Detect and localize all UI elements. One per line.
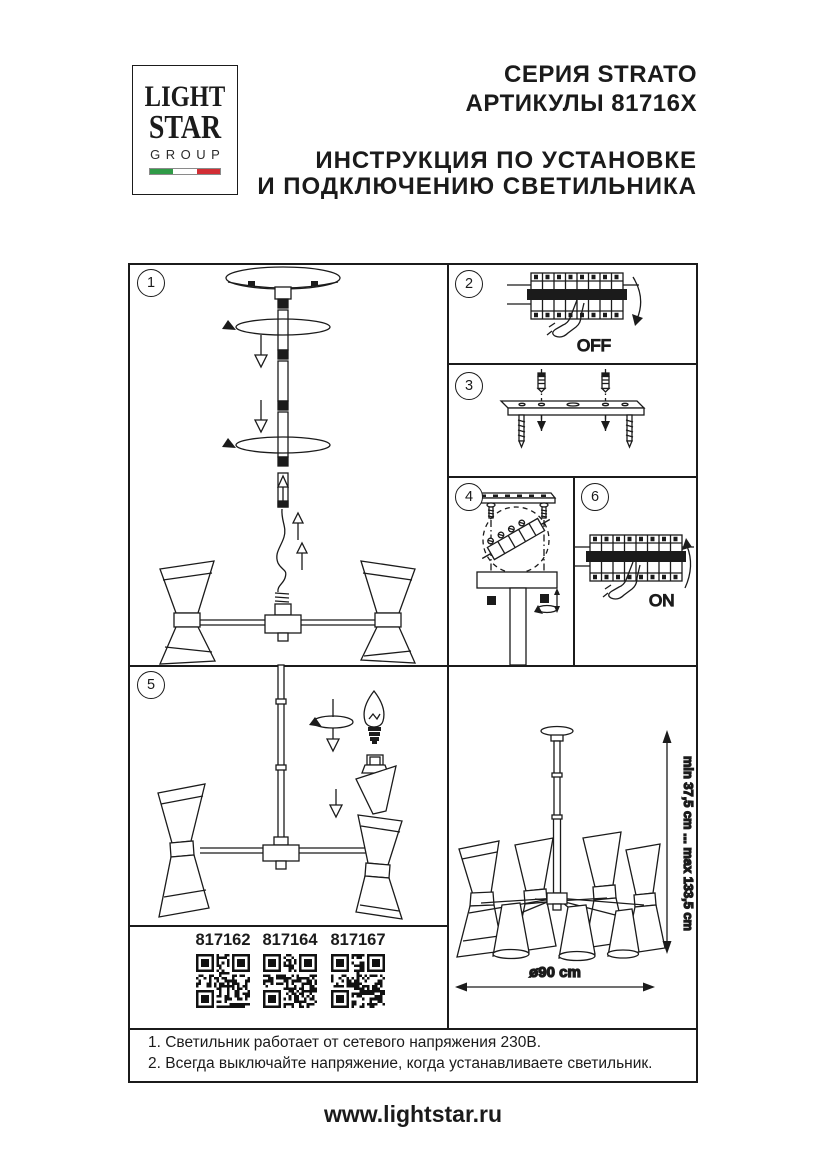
power-cable <box>277 509 286 592</box>
shade-bowtie <box>356 815 402 919</box>
screw-cap <box>487 596 496 605</box>
center-hub <box>547 893 567 904</box>
screw <box>540 503 548 518</box>
candle-bulb <box>364 691 384 744</box>
up-arrow-icon <box>297 543 307 570</box>
panel5-bulb-shade-diagram <box>128 665 447 925</box>
qr-code <box>331 954 385 1008</box>
curved-arrow-up-icon <box>682 538 692 588</box>
logo-word-star: STAR <box>148 109 222 146</box>
down-arrow-icon <box>255 400 267 432</box>
panel1-rod-assembly-diagram <box>128 263 447 665</box>
figure-chandelier-dimensions <box>447 665 698 1028</box>
article-number: 817167 <box>330 931 386 949</box>
series-title: СЕРИЯ STRATO <box>504 61 697 88</box>
qr-code <box>263 954 317 1008</box>
step-badge-5: 5 <box>137 671 165 699</box>
step-badge-2: 2 <box>455 270 483 298</box>
on-label: ON <box>649 591 675 610</box>
qr-item <box>328 931 388 1013</box>
rod <box>278 665 284 843</box>
height-dimension-label: min 37,5 cm ... max 133,5 cm <box>681 756 696 934</box>
qr-code <box>196 954 250 1008</box>
lightstar-logo <box>132 65 238 195</box>
wall-anchor <box>602 373 609 392</box>
down-arrow-icon <box>601 415 610 431</box>
shade-bowtie <box>158 784 209 917</box>
website-url: www.lightstar.ru <box>323 1101 503 1127</box>
shade-cone <box>559 905 595 961</box>
rotation-arrow-icon <box>222 319 330 335</box>
qr-item <box>193 931 253 1013</box>
step-badge-6: 6 <box>581 483 609 511</box>
italian-flag-icon <box>149 168 221 175</box>
mounting-bracket <box>501 401 644 415</box>
panel2-breaker-off-diagram <box>447 263 698 363</box>
shade-bowtie <box>361 561 415 663</box>
off-label: OFF <box>577 336 611 355</box>
ceiling-canopy <box>541 727 573 736</box>
up-arrow-icon <box>293 513 303 540</box>
wall-anchor <box>538 373 545 392</box>
qr-item <box>260 931 320 1013</box>
logo-word-group: GROUP <box>150 147 226 163</box>
article-number: 817164 <box>262 931 318 949</box>
instruction-title-line2: И ПОДКЛЮЧЕНИЮ СВЕТИЛЬНИКА <box>257 173 697 200</box>
down-arrow-icon <box>537 415 546 431</box>
ceiling-canopy <box>477 572 557 588</box>
step-badge-4: 4 <box>455 483 483 511</box>
panel3-bracket-diagram <box>447 363 698 476</box>
rotation-arrow-icon <box>222 437 330 453</box>
step-badge-1: 1 <box>137 269 165 297</box>
diameter-dimension-arrow <box>455 983 655 992</box>
article-number: 817162 <box>195 931 251 949</box>
rod <box>510 588 526 665</box>
height-dimension-arrow <box>663 730 672 954</box>
note-voltage: 1. Светильник работает от сетевого напряжения 230В. <box>148 1034 542 1051</box>
screw-cap <box>540 594 549 603</box>
rod <box>554 741 560 817</box>
instruction-title-line1: ИНСТРУКЦИЯ ПО УСТАНОВКЕ <box>315 147 697 174</box>
center-hub <box>263 845 299 861</box>
logo-word-light: LIGHT <box>144 80 226 113</box>
shade-bowtie <box>160 561 215 664</box>
rotation-arrow-icon <box>309 699 353 751</box>
divider <box>128 1028 698 1030</box>
note-switch-off: 2. Всегда выключайте напряжение, когда устанавливаете светильник. <box>148 1055 653 1072</box>
down-arrow-icon <box>255 335 267 367</box>
down-arrow-icon <box>330 789 342 817</box>
circuit-breaker-panel <box>575 535 694 581</box>
articles-title: АРТИКУЛЫ 81716X <box>465 90 697 117</box>
divider <box>128 925 447 927</box>
step-badge-3: 3 <box>455 372 483 400</box>
screw <box>626 415 633 447</box>
screw <box>518 415 525 447</box>
diameter-dimension-label: ø90 cm <box>529 964 581 981</box>
circuit-breaker-panel <box>507 273 639 319</box>
